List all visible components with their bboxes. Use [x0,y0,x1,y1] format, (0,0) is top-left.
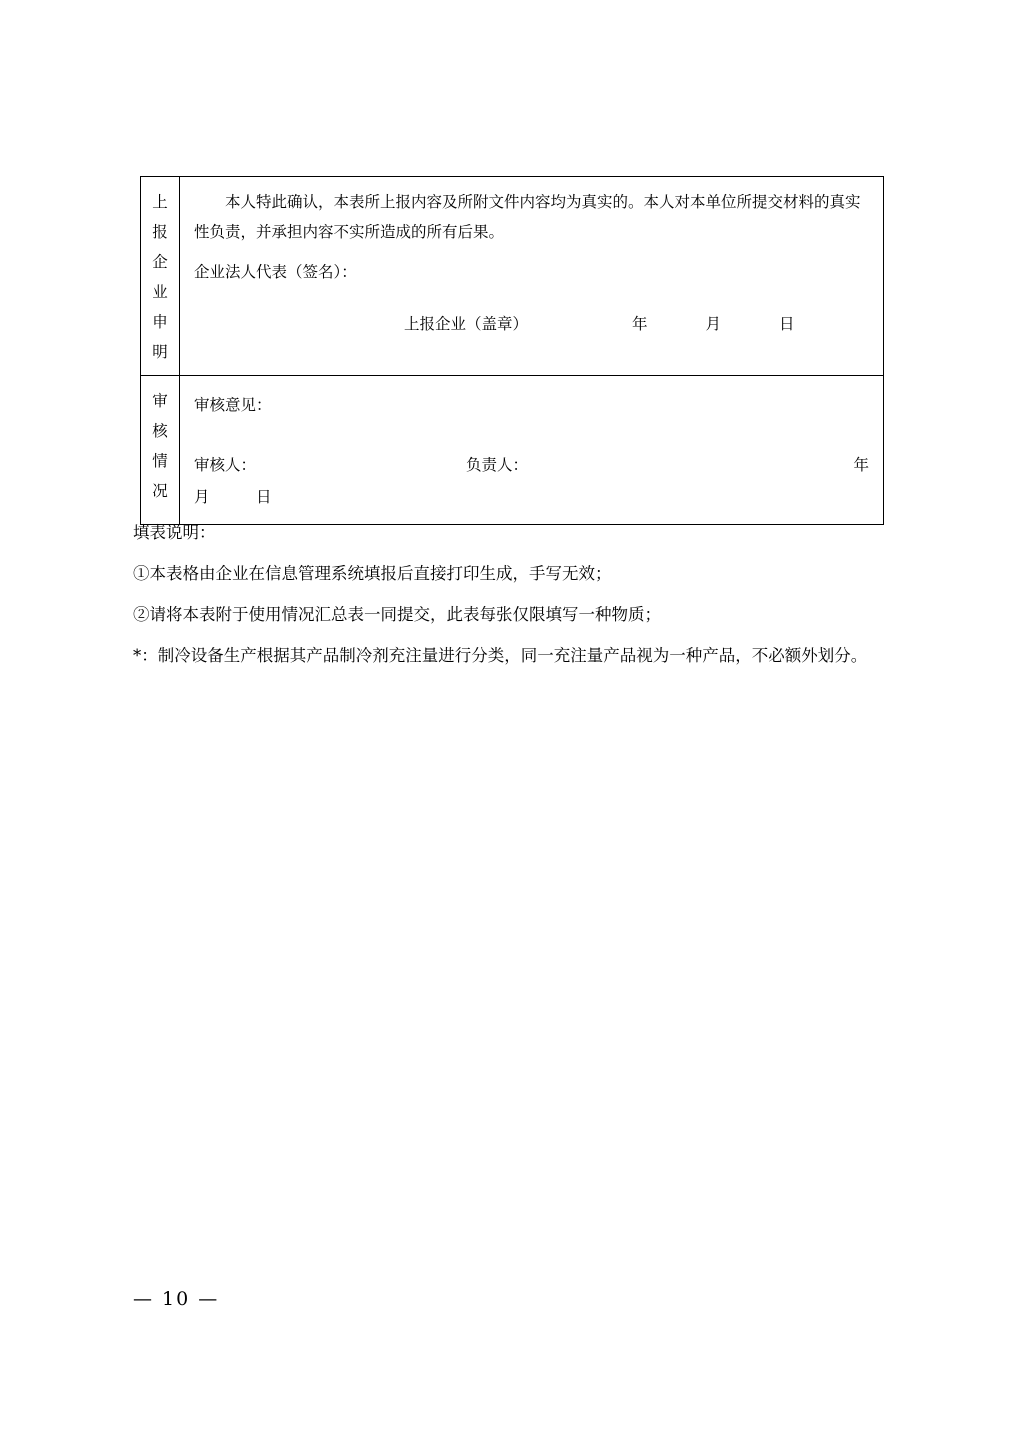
row-label-char: 审 [152,392,168,410]
page-number: — 10 — [133,1288,220,1310]
review-month-label: 月 [194,488,210,506]
review-year-label: 年 [853,456,869,474]
date-year-label: 年 [632,315,648,333]
date-day-label: 日 [779,315,795,333]
instruction-item-2: ②请将本表附于使用情况汇总表一同提交，此表每张仅限填写一种物质； [133,605,661,624]
company-seal-label: 上报企业（盖章） [404,315,529,333]
date-month-label: 月 [705,315,722,333]
instruction-item-1: ①本表格由企业在信息管理系统填报后直接打印生成，手写无效； [133,564,612,583]
row-label-char: 申 [152,313,168,331]
row-label-char: 况 [152,482,168,500]
row-label-review [141,376,180,525]
review-day-label: 日 [256,488,272,506]
declaration-table [140,176,884,525]
seal-and-date-row [194,309,869,339]
legal-representative-signature-line: 企业法人代表（签名）： [194,263,357,281]
declaration-paragraph: 本人特此确认，本表所上报内容及所附文件内容均为真实的。本人对本单位所提交材料的真实性负责，并承担内容不实所造成的所有后果。 [194,193,861,241]
reviewer-label: 审核人： [194,456,257,474]
table-row-declaration [141,177,884,376]
row-label-char: 情 [152,452,168,470]
row-label-char: 业 [152,283,168,301]
instructions-title: 填表说明： [133,523,216,542]
review-cell [180,376,884,525]
row-label-char: 企 [152,253,168,271]
row-label-char: 核 [152,422,168,440]
row-label-char: 上 [152,193,168,211]
row-label-char: 明 [152,343,168,361]
form-instructions [133,512,933,676]
instruction-item-3: *：制冷设备生产根据其产品制冷剂充注量进行分类，同一充注量产品视为一种产品，不必额外划分。 [133,646,868,665]
row-label-char: 报 [152,223,168,241]
review-signature-row [194,450,869,480]
principal-label: 负责人： [466,456,529,474]
review-date-row [194,482,869,512]
row-label-declaration [141,177,180,376]
declaration-cell [180,177,884,376]
review-opinion-label: 审核意见： [194,396,272,414]
table-row-review [141,376,884,525]
